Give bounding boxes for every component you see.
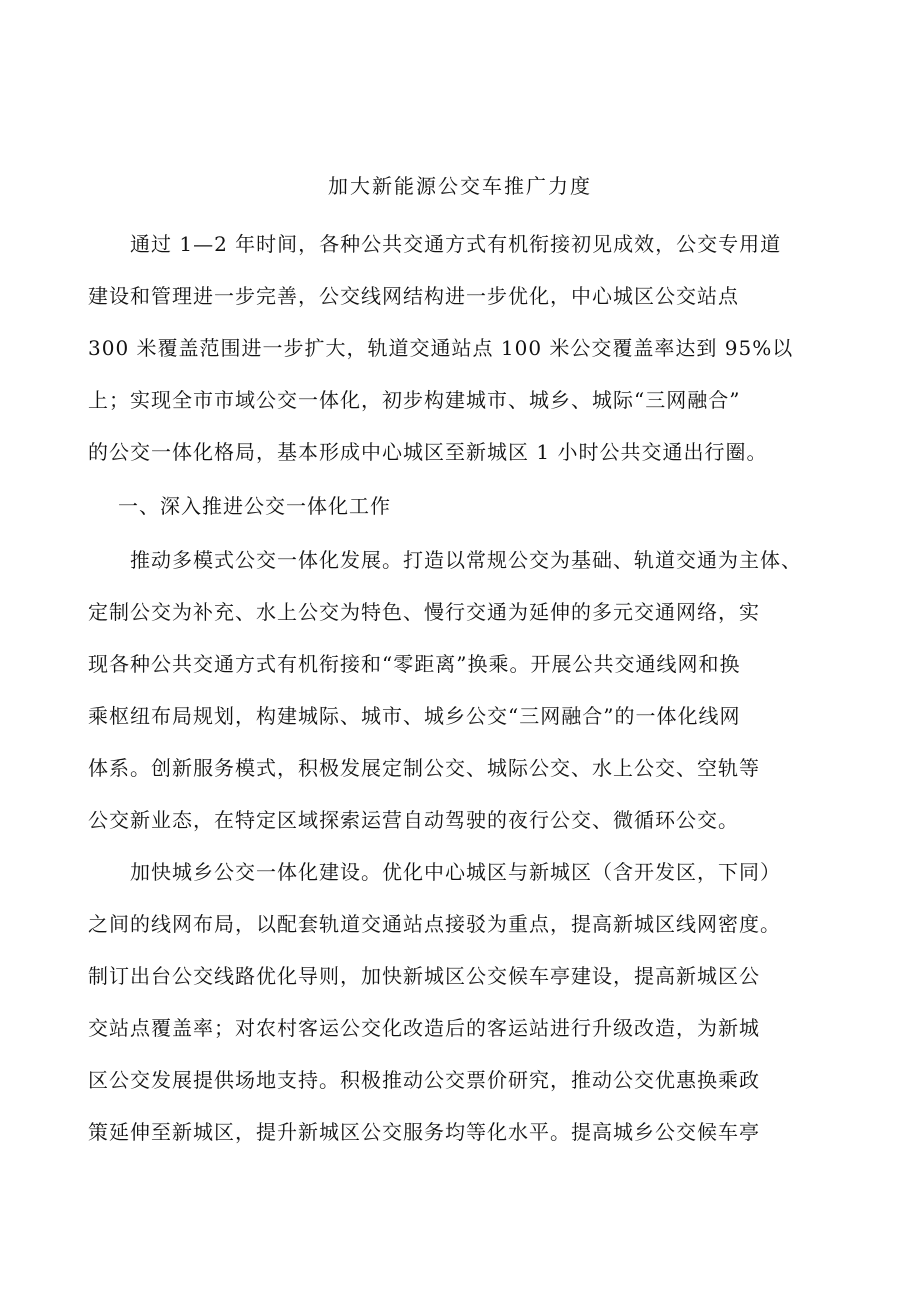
paragraph-2-line-1: 推动多模式公交一体化发展。打造以常规公交为基础、轨道交通为主体、 [130,548,802,572]
paragraph-2-line-2: 定制公交为补充、水上公交为特色、慢行交通为延伸的多元交通网络，实 [88,600,760,624]
paragraph-3-line-2: 之间的线网布局，以配套轨道交通站点接驳为重点，提高新城区线网密度。 [88,912,781,936]
document-title: 加大新能源公交车推广力度 [328,174,592,198]
paragraph-2-line-4: 乘枢纽布局规划，构建城际、城市、城乡公交“三网融合”的一体化线网 [88,704,741,728]
paragraph-1-line-5: 的公交一体化格局，基本形成中心城区至新城区 1 小时公共交通出行圈。 [88,440,768,464]
paragraph-1-line-1: 通过 1—2 年时间，各种公共交通方式有机衔接初见成效，公交专用道 [130,232,782,256]
paragraph-1-line-3: 300 米覆盖范围进一步扩大，轨道交通站点 100 米公交覆盖率达到 95%以 [88,336,794,360]
paragraph-3-line-4: 交站点覆盖率；对农村客运公交化改造后的客运站进行升级改造，为新城 [88,1016,760,1040]
paragraph-2-line-6: 公交新业态，在特定区域探索运营自动驾驶的夜行公交、微循环公交。 [88,808,739,832]
paragraph-3-line-6: 策延伸至新城区，提升新城区公交服务均等化水平。提高城乡公交候车亭 [88,1120,760,1144]
paragraph-3-line-3: 制订出台公交线路优化导则，加快新城区公交候车亭建设，提高新城区公 [88,964,760,988]
section-heading: 一、深入推进公交一体化工作 [118,494,391,518]
paragraph-1-line-2: 建设和管理进一步完善，公交线网结构进一步优化，中心城区公交站点 [88,284,739,308]
paragraph-2-line-3: 现各种公共交通方式有机衔接和“零距离”换乘。开展公共交通线网和换 [88,652,741,676]
paragraph-3-line-5: 区公交发展提供场地支持。积极推动公交票价研究，推动公交优惠换乘政 [88,1068,760,1092]
paragraph-3-line-1: 加快城乡公交一体化建设。优化中心城区与新城区（含开发区，下同） [130,860,781,884]
paragraph-1-line-4: 上；实现全市市域公交一体化，初步构建城市、城乡、城际“三网融合” [88,388,741,412]
paragraph-2-line-5: 体系。创新服务模式，积极发展定制公交、城际公交、水上公交、空轨等 [88,756,760,780]
